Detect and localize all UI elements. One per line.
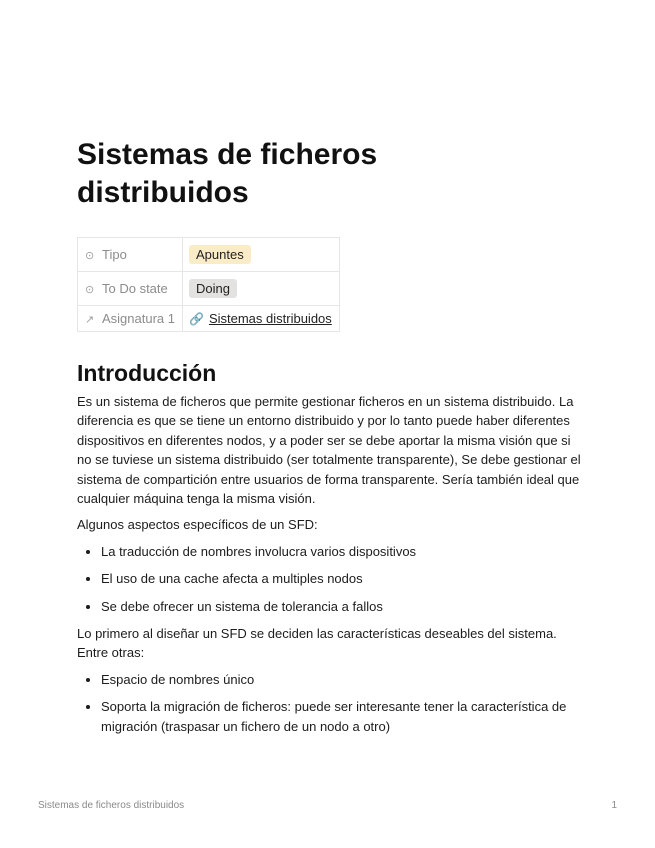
paragraph: Es un sistema de ficheros que permite gestionar ficheros en un sistema distribuido. La diferencia es que se tiene un entorno distribuido y por lo tanto puede haber diferentes dispositivos en diferentes nodos, y a poder ser se debe aportar la misma visión que si no se tuviese un sistema distribuido (ser totalmente transparente), Se debe gestionar el sistema de compartición entre usuarios de forma transparente. Sería también ideal que cualquier máquina tenga la misma visión. [77, 394, 581, 507]
property-key: ⊙ To Do state [78, 272, 183, 306]
property-row-todo-state [78, 272, 340, 306]
paragraph: Lo primero al diseñar un SFD se deciden las características deseables del sistema. Entre otras: [77, 626, 557, 661]
select-icon: ⊙ [85, 250, 95, 262]
property-value[interactable] [183, 272, 340, 306]
bullet-list [77, 542, 582, 616]
property-value[interactable] [183, 238, 340, 272]
link-icon: 🔗 [189, 312, 204, 326]
list-item: • La traducción de nombres involucra varios dispositivos [101, 542, 582, 561]
list-item: • Espacio de nombres único [101, 670, 582, 689]
footer-title: Sistemas de ficheros distribuidos [38, 800, 185, 811]
list-item: • El uso de una cache afecta a multiples nodos [101, 569, 582, 588]
property-key: ⊙ Tipo [78, 238, 183, 272]
properties-table [77, 237, 340, 332]
select-icon: ⊙ [85, 284, 95, 296]
page-number: 1 [611, 800, 617, 811]
relation-arrow-icon: ↗ [85, 314, 95, 326]
asignatura-link[interactable]: Sistemas distribuidos [208, 311, 332, 326]
list-item: • Se debe ofrecer un sistema de tolerancia a fallos [101, 597, 582, 616]
property-row-tipo [78, 238, 340, 272]
bullet-list [77, 670, 582, 736]
page-title: Sistemas de ficheros distribuidos [77, 138, 378, 209]
paragraph: Algunos aspectos específicos de un SFD: [77, 517, 318, 533]
tag-apuntes[interactable]: Apuntes [189, 245, 251, 264]
property-row-asignatura [78, 306, 340, 332]
property-value[interactable] [183, 306, 340, 332]
section-content [77, 392, 582, 744]
section-heading: Introducción [77, 360, 217, 386]
property-key: ↗ Asignatura 1 [78, 306, 183, 332]
tag-doing[interactable]: Doing [189, 279, 237, 298]
list-item: • Soporta la migración de ficheros: puede ser interesante tener la característica de migración (traspasar un fichero de un nodo a otro) [101, 697, 582, 736]
